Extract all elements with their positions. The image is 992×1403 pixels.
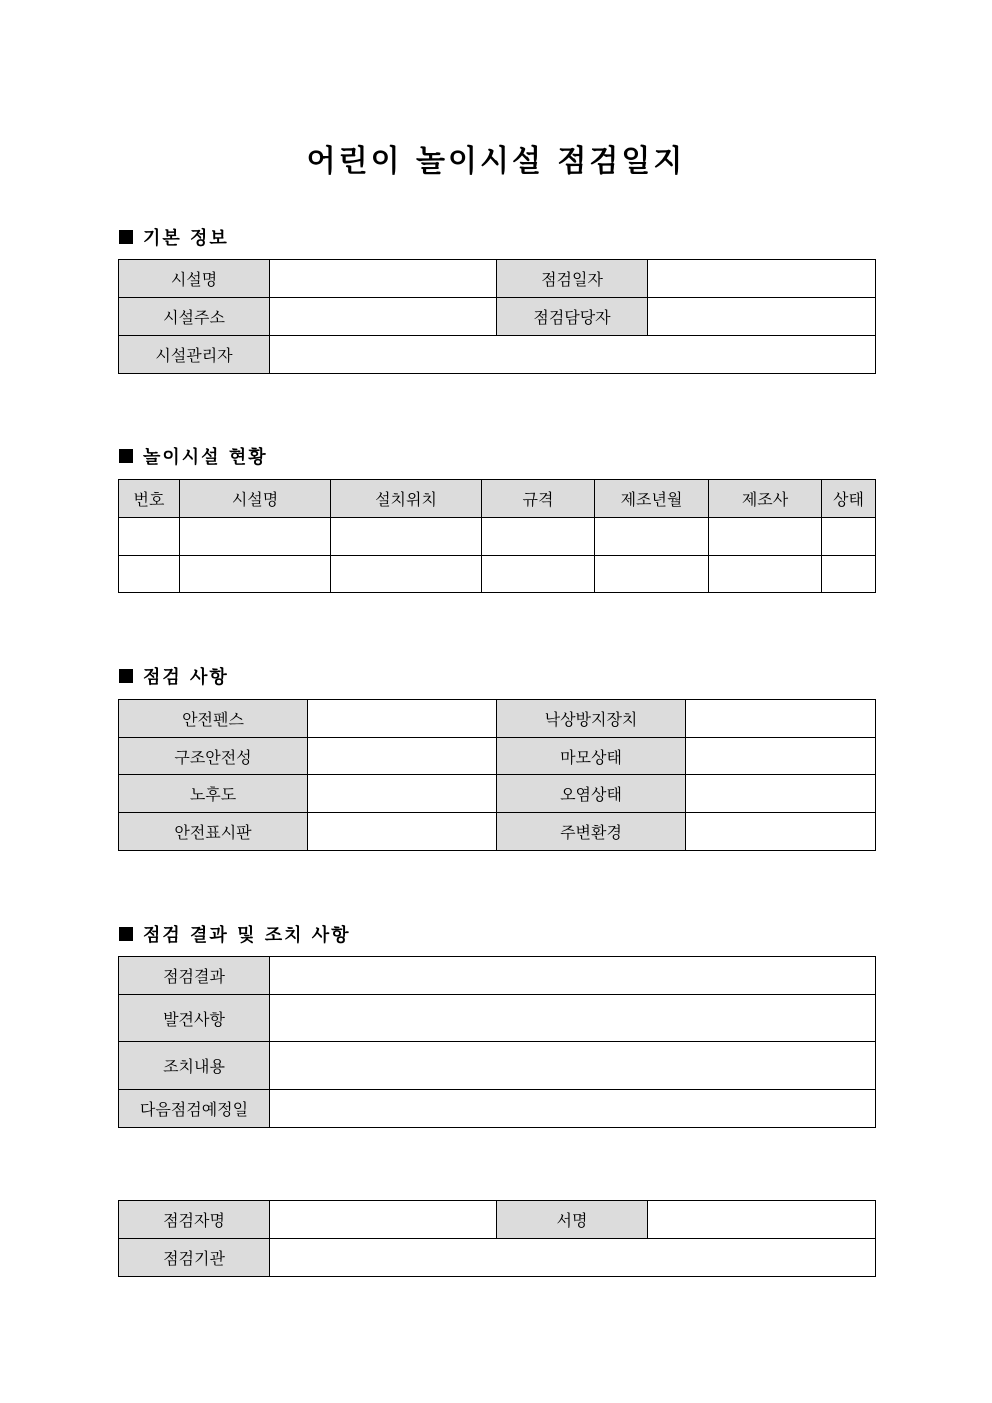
table-cell[interactable] — [595, 556, 709, 593]
inspector-name-field[interactable] — [270, 1201, 497, 1239]
next-inspection-date-label: 다음점검예정일 — [119, 1090, 270, 1128]
inspection-result-field[interactable] — [270, 957, 876, 995]
safety-fence-label: 안전펜스 — [119, 700, 308, 738]
section-heading-text: 점검 결과 및 조치 사항 — [143, 925, 351, 946]
section-heading-text: 점검 사항 — [143, 667, 229, 688]
square-bullet-icon — [119, 669, 133, 683]
inspection-result-label: 점검결과 — [119, 957, 270, 995]
facility-address-field[interactable] — [270, 298, 497, 336]
facility-manager-field[interactable] — [270, 336, 876, 374]
signature-table — [118, 1200, 876, 1277]
findings-label: 발견사항 — [119, 995, 270, 1042]
square-bullet-icon — [119, 927, 133, 941]
signature-field[interactable] — [648, 1201, 876, 1239]
wear-status-label: 마모상태 — [497, 738, 686, 775]
contamination-field[interactable] — [686, 775, 876, 813]
column-header-manufacture-date: 제조년월 — [595, 480, 709, 518]
deterioration-field[interactable] — [308, 775, 497, 813]
findings-field[interactable] — [270, 995, 876, 1042]
safety-sign-field[interactable] — [308, 813, 497, 851]
facility-name-label: 시설명 — [119, 260, 270, 298]
table-cell[interactable] — [482, 518, 595, 556]
inspection-items-table — [118, 699, 876, 851]
table-cell[interactable] — [482, 556, 595, 593]
section-heading-facility-status — [119, 443, 268, 469]
inspection-date-field[interactable] — [648, 260, 876, 298]
document-title: 어린이 놀이시설 점검일지 — [306, 144, 686, 179]
column-header-number: 번호 — [119, 480, 180, 518]
section-heading-text: 기본 정보 — [143, 228, 229, 249]
column-header-status: 상태 — [822, 480, 876, 518]
structural-safety-field[interactable] — [308, 738, 497, 775]
results-table — [118, 956, 876, 1128]
table-row — [119, 518, 876, 556]
inspection-agency-field[interactable] — [270, 1239, 876, 1277]
deterioration-label: 노후도 — [119, 775, 308, 813]
table-cell[interactable] — [595, 518, 709, 556]
table-cell[interactable] — [331, 518, 482, 556]
facility-name-field[interactable] — [270, 260, 497, 298]
inspector-in-charge-label: 점검담당자 — [497, 298, 648, 336]
section-heading-inspection-items — [119, 663, 229, 689]
section-heading-text: 놀이시설 현황 — [143, 447, 268, 468]
square-bullet-icon — [119, 230, 133, 244]
actions-taken-label: 조치내용 — [119, 1042, 270, 1090]
square-bullet-icon — [119, 449, 133, 463]
structural-safety-label: 구조안전성 — [119, 738, 308, 775]
column-header-install-location: 설치위치 — [331, 480, 482, 518]
actions-taken-field[interactable] — [270, 1042, 876, 1090]
column-header-facility-name: 시설명 — [180, 480, 331, 518]
table-cell[interactable] — [180, 556, 331, 593]
section-heading-basic-info — [119, 224, 229, 250]
fall-prevention-label: 낙상방지장치 — [497, 700, 686, 738]
table-cell[interactable] — [822, 518, 876, 556]
surroundings-label: 주변환경 — [497, 813, 686, 851]
surroundings-field[interactable] — [686, 813, 876, 851]
basic-info-table — [118, 259, 876, 374]
column-header-manufacturer: 제조사 — [709, 480, 822, 518]
table-cell[interactable] — [119, 556, 180, 593]
table-cell[interactable] — [709, 518, 822, 556]
table-cell[interactable] — [119, 518, 180, 556]
table-cell[interactable] — [180, 518, 331, 556]
contamination-label: 오염상태 — [497, 775, 686, 813]
inspector-in-charge-field[interactable] — [648, 298, 876, 336]
safety-fence-field[interactable] — [308, 700, 497, 738]
section-heading-results — [119, 921, 351, 947]
inspector-name-label: 점검자명 — [119, 1201, 270, 1239]
facility-address-label: 시설주소 — [119, 298, 270, 336]
safety-sign-label: 안전표시판 — [119, 813, 308, 851]
inspection-agency-label: 점검기관 — [119, 1239, 270, 1277]
table-cell[interactable] — [331, 556, 482, 593]
facility-status-table — [118, 479, 876, 593]
table-cell[interactable] — [822, 556, 876, 593]
column-header-specification: 규격 — [482, 480, 595, 518]
fall-prevention-field[interactable] — [686, 700, 876, 738]
facility-manager-label: 시설관리자 — [119, 336, 270, 374]
next-inspection-date-field[interactable] — [270, 1090, 876, 1128]
table-cell[interactable] — [709, 556, 822, 593]
wear-status-field[interactable] — [686, 738, 876, 775]
inspection-date-label: 점검일자 — [497, 260, 648, 298]
signature-label: 서명 — [497, 1201, 648, 1239]
table-row — [119, 556, 876, 593]
